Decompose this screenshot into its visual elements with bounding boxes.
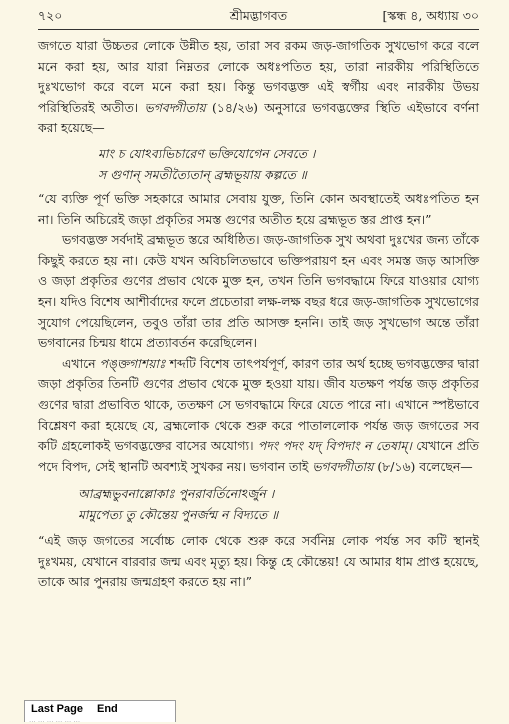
verse-line: মাং চ যোঽব্যভিচারেণ ভক্তিযোগেন সেবতে । — [98, 145, 316, 161]
verse-line: স গুণান্ সমতীত্যৈতান্ ব্রহ্মভূয়ায় কল্পতে ॥ — [98, 166, 307, 182]
running-title: শ্রীমদ্ভাগবত — [229, 8, 288, 23]
key-word: পঙ্ক্তগাশয়াঃ — [99, 355, 166, 371]
header-divider — [38, 29, 479, 30]
paragraph-2: ভগবদ্ভক্ত সর্বদাই ব্রহ্মভূত স্তরে অধিষ্ঠিত। জড়-জাগতিক সুখ অথবা দুঃখের জন্য তাঁকে কিছুই করতে হয় না। কেউ যখন অবিচলিতভাবে ভক্তিপরায়ণ হন এবং সমস্ত জড় আসক্তি ও জড়া প্রকৃতির গুণের প্রভাব থেকে মুক্ত হন, তখন তিনি ভগবদ্ধামে ফিরে যাওয়ার যোগ্য হন। যদিও বিশেষ আশীর্বাদের ফলে প্রচেতারা লক্ষ-লক্ষ বছর ধরে জড়-জাগতিক সুখভোগের সুযোগ পেয়েছিলেন, তবুও তাঁরা তার প্রতি আসক্ত হননি। তাই জড় সুখভোগ অন্তে তাঁরা ভগবানের চিন্ময় ধামে প্রত্যাবর্তন করেছিলেন। — [38, 232, 479, 351]
page-body — [38, 36, 479, 593]
status-faint-text: ... ... ... ... ... ... — [29, 715, 81, 724]
end-button[interactable]: End — [97, 703, 118, 715]
paragraph-3: এখানে পঙ্ক্তগাশয়াঃ শব্দটি বিশেষ তাৎপর্যপূর্ণ, কারণ তার অর্থ হচ্ছে ভগবদ্ভক্তের দ্বারা জড়া প্রকৃতির তিনটি গুণের প্রভাব থেকে মুক্ত হওয়া যায়। জীব যতক্ষণ পর্যন্ত জড় প্রকৃতির গুণের দ্বারা প্রভাবিত থাকে, ততক্ষণ সে ভগবদ্ধামে ফিরে যেতে পারে না। এখানে স্পষ্টভাবে বিশ্লেষণ করা হয়েছে যে, ব্রহ্মলোক থেকে শুরু করে পাতাললোক পর্যন্ত জড় জগতের সব কটি গ্রহলোকই ভগবদ্ভক্তের বাসের অযোগ্য। পদং পদং যদ্ বিপদাং ন তেষাম্। যেখানে প্রতি পদে বিপদ, সেই স্থানটি অবশ্যই সুখকর নয়। ভগবান তাই ভগবদ্গীতায় (৮/১৬) বলেছেন— — [38, 355, 479, 474]
sanskrit-verse-2 — [78, 483, 479, 525]
last-page-button[interactable]: Last Page — [31, 703, 83, 715]
page-number: ৭২০ — [38, 8, 63, 23]
section-reference: [স্কন্ধ ৪, অধ্যায় ৩০ — [382, 8, 479, 23]
scripture-reference: ভগবদ্গীতায় — [144, 99, 206, 115]
inline-quote: পদং পদং যদ্ বিপদাং ন তেষাম্। — [257, 438, 412, 454]
verse-line: আব্রহ্মভুবনাল্লোকাঃ পুনরাবর্তিনোঽর্জুন । — [78, 486, 275, 502]
verse-line: মামুপেত্য তু কৌন্তেয় পুনর্জন্ম ন বিদ্যতে ॥ — [78, 507, 279, 523]
page-header — [38, 6, 479, 26]
navigation-status-bar — [24, 700, 176, 722]
translation-quote-1: “যে ব্যক্তি পূর্ণ ভক্তি সহকারে আমার সেবায় যুক্ত, তিনি কোন অবস্থাতেই অধঃপতিত হন না। তিনি অচিরেই জড়া প্রকৃতির সমস্ত গুণের অতীত হয়ে ব্রহ্মভূত স্তর প্রাপ্ত হন।” — [38, 190, 479, 227]
paragraph-1: জগতে যারা উচ্চতর লোকে উন্নীত হয়, তারা সব রকম জড়-জাগতিক সুখভোগ করে বলে মনে করা হয়, আর যারা নিম্নতর লোকে অধঃপতিত হয়, তারা নারকীয় পরিস্থিতিতে দুঃখভোগ করে বলে মনে করা হয়। কিন্তু ভগবদ্ভক্ত এই স্বর্গীয় এবং নারকীয় উভয় পরিস্থিতিরই অতীত। ভগবদ্গীতায় (১৪/২৬) অনুসারে ভগবদ্ভক্তের স্থিতি এইভাবে বর্ণনা করা হয়েছে— — [38, 38, 479, 136]
sanskrit-verse-1 — [98, 143, 479, 185]
translation-quote-2: “এই জড় জগতের সর্বোচ্চ লোক থেকে শুরু করে সর্বনিম্ন লোক পর্যন্ত সব কটি স্থানই দুঃখময়, যেখানে বারবার জন্ম এবং মৃত্যু হয়। কিন্তু হে কৌন্তেয়! যে আমার ধাম প্রাপ্ত হয়েছে, তাকে আর পুনরায় জন্মগ্রহণ করতে হয় না।” — [38, 533, 479, 590]
scripture-reference: ভগবদ্গীতায় — [312, 458, 374, 474]
